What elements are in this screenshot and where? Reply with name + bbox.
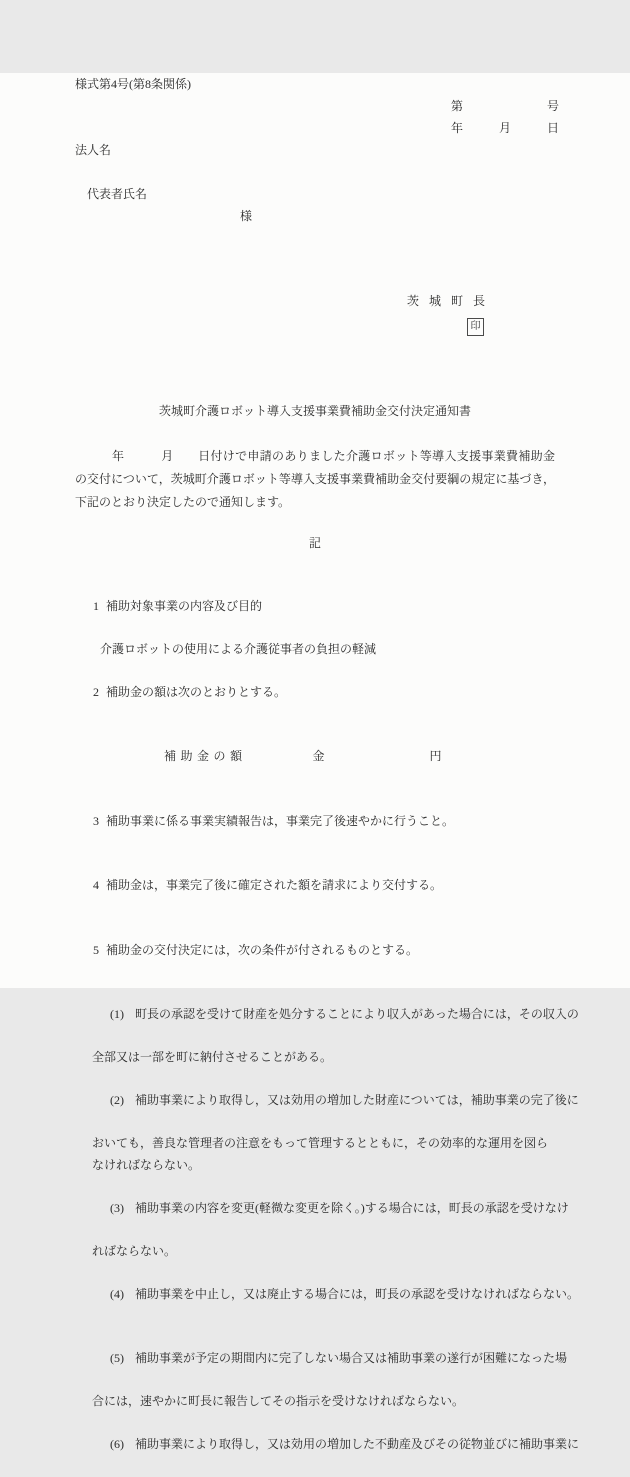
sender-line — [395, 268, 630, 358]
condition-3 — [0, 1176, 630, 1241]
body-line: 年 月 日付けで申請のありました介護ロボット等導入支援事業費補助金 — [75, 445, 555, 468]
amount-label: 補助金の額 — [164, 749, 247, 763]
list-item-3 — [75, 789, 630, 854]
doc-number-line: 第 号 — [0, 95, 630, 117]
list-item-1 — [75, 574, 630, 639]
date-line: 年 月 日 — [0, 117, 630, 139]
corporate-name-label: 法人名 — [75, 139, 630, 161]
condition-number: (6) — [110, 1437, 124, 1451]
item-text: 補助金の交付決定には，次の条件が付されるものとする。 — [106, 943, 418, 957]
item-text: 補助金は，事業完了後に確定された額を請求により交付する。 — [106, 878, 442, 892]
condition-3-cont: ればならない。 — [92, 1241, 630, 1263]
list-item-2 — [75, 660, 630, 725]
representative-label: 代表者氏名 — [87, 187, 147, 201]
condition-4 — [0, 1262, 630, 1327]
item-number: 4 — [93, 875, 106, 897]
body-line: の交付について，茨城町介護ロボット等導入支援事業費補助金交付要綱の規定に基づき， — [75, 468, 555, 491]
condition-1 — [0, 983, 630, 1048]
amount-prefix: 金 — [313, 749, 325, 763]
condition-text: 補助事業により取得し，又は効用の増加した財産については，補助事業の完了後に — [135, 1093, 579, 1107]
item-number: 2 — [93, 682, 106, 704]
condition-text: 町長の承認を受けて財産を処分することにより収入があった場合には，その収入の — [135, 1007, 579, 1021]
item-text: 補助対象事業の内容及び目的 — [106, 599, 262, 613]
body-paragraph — [75, 445, 555, 514]
representative-line — [75, 161, 630, 249]
item-number: 5 — [93, 940, 106, 962]
item-1-detail: 介護ロボットの使用による介護従事者の負担の軽減 — [100, 639, 630, 661]
body-line: 下記のとおり決定したので通知します。 — [75, 491, 555, 514]
form-label: 様式第4号(第8条関係) — [75, 73, 630, 95]
sender-name: 茨 城 町 長 — [407, 294, 484, 308]
condition-5 — [0, 1327, 630, 1392]
item-text: 補助事業に係る事業実績報告は，事業完了後速やかに行うこと。 — [106, 814, 454, 828]
condition-5-cont: 合には，速やかに町長に報告してその指示を受けなければならない。 — [92, 1391, 630, 1413]
condition-text: 補助事業が予定の期間内に完了しない場合又は補助事業の遂行が困難になった場 — [135, 1351, 567, 1365]
document-title: 茨城町介護ロボット導入支援事業費補助金交付決定通知書 — [0, 400, 630, 422]
amount-suffix: 円 — [430, 749, 442, 763]
condition-number: (4) — [110, 1287, 124, 1301]
condition-2-cont: おいても，善良な管理者の注意をもって管理するとともに，その効率的な運用を図ら — [92, 1133, 630, 1155]
condition-2 — [0, 1069, 630, 1134]
condition-text: 補助事業を中止し，又は廃止する場合には，町長の承認を受けなければならない。 — [135, 1287, 579, 1301]
condition-text: 補助事業により取得し，又は効用の増加した不動産及びその従物並びに補助事業に — [135, 1437, 579, 1451]
items-list — [0, 574, 630, 1477]
subsidy-amount-line — [146, 725, 630, 790]
condition-number: (1) — [110, 1007, 124, 1021]
record-marker: 記 — [0, 532, 630, 554]
condition-number: (3) — [110, 1201, 124, 1215]
item-number: 3 — [93, 811, 106, 833]
item-number: 1 — [93, 596, 106, 618]
list-item-4 — [75, 854, 630, 919]
list-item-5 — [75, 918, 630, 983]
condition-1-cont: 全部又は一部を町に納付させることがある。 — [92, 1047, 630, 1069]
condition-number: (5) — [110, 1351, 124, 1365]
honorific-sama: 様 — [240, 209, 252, 223]
condition-number: (2) — [110, 1093, 124, 1107]
document-page — [0, 73, 630, 988]
condition-6 — [0, 1413, 630, 1477]
seal-stamp-icon: 印 — [467, 318, 484, 336]
condition-2-cont: なければならない。 — [92, 1155, 630, 1177]
condition-text: 補助事業の内容を変更(軽微な変更を除く。)する場合には，町長の承認を受けなけ — [135, 1201, 569, 1215]
item-text: 補助金の額は次のとおりとする。 — [106, 685, 286, 699]
